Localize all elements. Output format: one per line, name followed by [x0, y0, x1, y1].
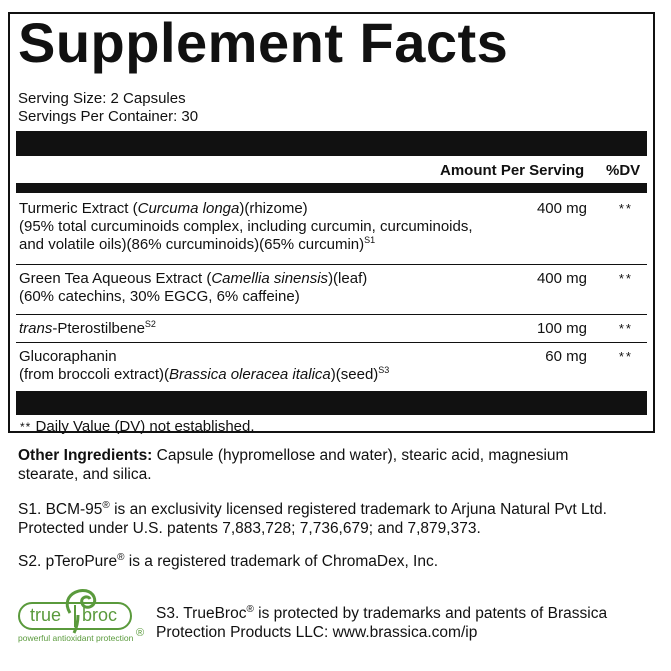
- truebroc-logo: [18, 583, 148, 645]
- serving-size: Serving Size: 2 Capsules: [18, 90, 186, 107]
- amount: 100 mg: [536, 320, 587, 337]
- row-divider: [16, 264, 647, 265]
- ingredient-row-glucoraphanin: Glucoraphanin (from broccoli extract)(Brassica oleracea italica)(seed)$^{S3}$ 60 mg **: [19, 348, 633, 383]
- panel-title: Supplement Facts: [18, 11, 509, 74]
- servings-per-container: Servings Per Container: 30: [18, 108, 199, 125]
- logo-tagline: powerful antioxidant protection: [18, 633, 134, 643]
- dv-header: %DV: [606, 162, 641, 179]
- note-s3: S3. TrueBroc® is protected by trademarks and patents of Brassica Protection Products LLC: www.brassica.com/ip: [156, 603, 608, 641]
- amount: 400 mg: [536, 270, 587, 287]
- amount: 60 mg: [545, 348, 587, 365]
- logo-reg-mark: ®: [136, 627, 145, 639]
- thick-divider-top: [16, 131, 647, 156]
- ingredient-row-green-tea: Green Tea Aqueous Extract (Camellia sinensis)(leaf) (60% catechins, 30% EGCG, 6% caffeine) 400 mg **: [19, 270, 633, 305]
- logo-word-broc: broc: [82, 605, 118, 625]
- amount: 400 mg: [536, 200, 587, 217]
- thick-divider-bottom: [16, 391, 647, 415]
- daily-value: **: [618, 321, 633, 336]
- dv-footnote: ** Daily Value (DV) not established.: [20, 418, 255, 435]
- supplement-facts-panel: [8, 12, 655, 433]
- ingredient-row-turmeric: Turmeric Extract (Curcuma longa)(rhizome) (95% total curcuminoids complex, including curcumin, curcuminoids, and volatile oils)(86% curcuminoids)(65% curcumin)$^{S1}$ 400 mg **: [19, 200, 633, 253]
- daily-value: **: [618, 201, 633, 216]
- row-divider: [16, 314, 647, 315]
- ingredient-row-pterostilbene: trans-Pterostilbene$^{S2}$ 100 mg **: [19, 319, 633, 337]
- logo-word-true: true: [30, 605, 62, 625]
- note-s1: S1. BCM-95® is an exclusivity licensed registered trademark to Arjuna Natural Pvt Ltd. Protected under U.S. patents 7,883,728; 7,736,679; and 7,879,373.: [18, 499, 607, 537]
- daily-value: **: [618, 271, 633, 286]
- row-divider: [16, 342, 647, 343]
- thick-divider-header: [16, 183, 647, 193]
- daily-value: **: [618, 349, 633, 364]
- note-s2: S2. pTeroPure® is a registered trademark of ChromaDex, Inc.: [18, 551, 439, 570]
- amount-header: Amount Per Serving: [440, 162, 585, 179]
- other-ingredients: Other Ingredients: Capsule (hypromellose and water), stearic acid, magnesium stearate, and silica.: [18, 447, 569, 483]
